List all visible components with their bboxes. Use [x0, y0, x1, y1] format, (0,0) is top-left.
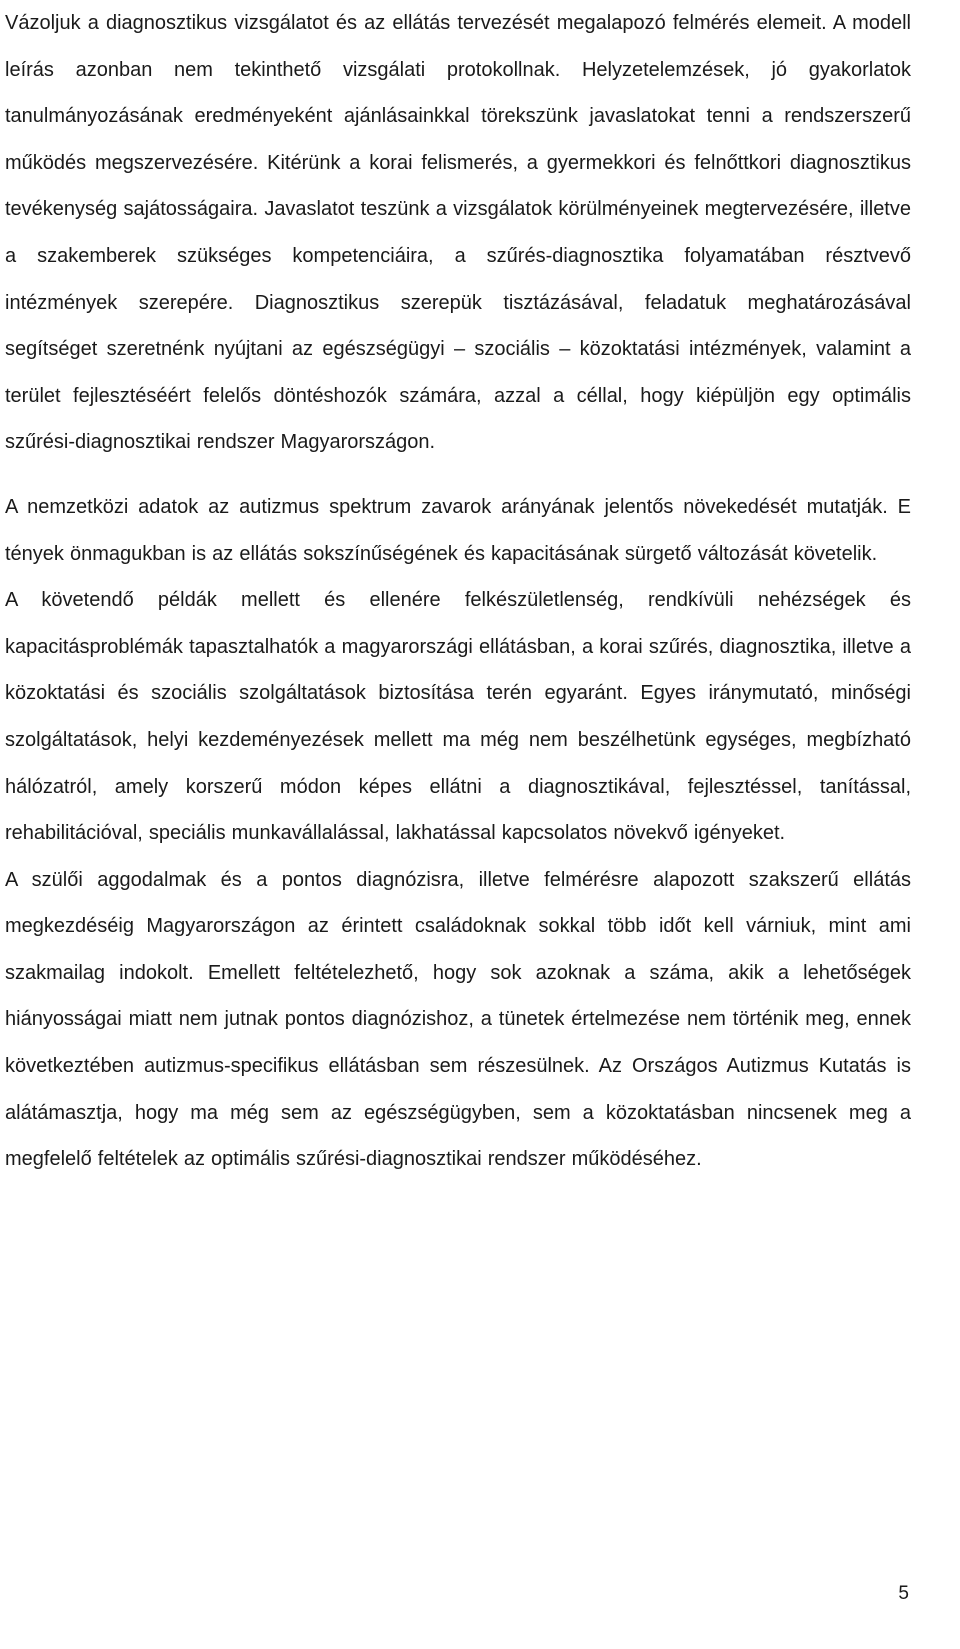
paragraph-parental-concerns: A szülői aggodalmak és a pontos diagnózisra, illetve felmérésre alapozott szakszerű ellátás megkezdéséig Magyarországon az érintett családoknak sokkal több időt kell várniuk, mint ami szakmailag indokolt. Emellett feltételezhető, hogy sok azoknak a száma, akik a lehetőségek hiányosságai miatt nem jutnak pontos diagnózishoz, a tünetek értelmezése nem történik meg, ennek következtében autizmus-specifikus ellátásban sem részesülnek. Az Országos Autizmus Kutatás is alátámasztja, hogy ma még sem az egészségügyben, sem a közoktatásban nincsenek meg a megfelelő feltételek az optimális szűrési-diagnosztikai rendszer működéséhez.	[5, 868, 911, 1171]
paragraph-international-data: A nemzetközi adatok az autizmus spektrum zavarok arányának jelentős növekedését mutatják. E tények önmagukban is az ellátás sokszínűségének és kapacitásának sürgető változását követelik.	[5, 495, 911, 565]
paragraph-diagnostic-model: Vázoljuk a diagnosztikus vizsgálatot és az ellátás tervezését megalapozó felmérés elemeit. A modell leírás azonban nem tekinthető vizsgálati protokollnak. Helyzetelemzések, jó gyakorlatok tanulmányozásának eredményeként ajánlásainkkal törekszünk javaslatokat tenni a rendszerszerű működés megszervezésére. Kitérünk a korai felismerés, a gyermekkori és felnőttkori diagnosztikus tevékenység sajátosságaira. Javaslatot teszünk a vizsgálatok körülményeinek megtervezésére, illetve a szakemberek szükséges kompetenciáira, a szűrés-diagnosztika folyamatában résztvevő intézmények szerepére. Diagnosztikus szerepük tisztázásával, feladatuk meghatározásával segítséget szeretnénk nyújtani az egészségügyi – szociális – közoktatási intézmények, valamint a terület fejlesztéséért felelős döntéshozók számára, azzal a céllal, hogy kiépüljön egy optimális szűrési-diagnosztikai rendszer Magyarországon.	[5, 12, 911, 454]
page-number: 5	[898, 1583, 909, 1604]
document-body	[5, 0, 911, 1183]
paragraph-hungarian-care: A követendő példák mellett és ellenére felkészületlenség, rendkívüli nehézségek és kapacitásproblémák tapasztalhatók a magyarországi ellátásban, a korai szűrés, diagnosztika, illetve a közoktatási és szociális szolgáltatások biztosítása terén egyaránt. Egyes iránymutató, minőségi szolgáltatások, helyi kezdeményezések mellett ma még nem beszélhetünk egységes, megbízható hálózatról, amely korszerű módon képes ellátni a diagnosztikával, fejlesztéssel, tanítással, rehabilitációval, speciális munkavállalással, lakhatással kapcsolatos növekvő igényeket.	[5, 589, 911, 845]
